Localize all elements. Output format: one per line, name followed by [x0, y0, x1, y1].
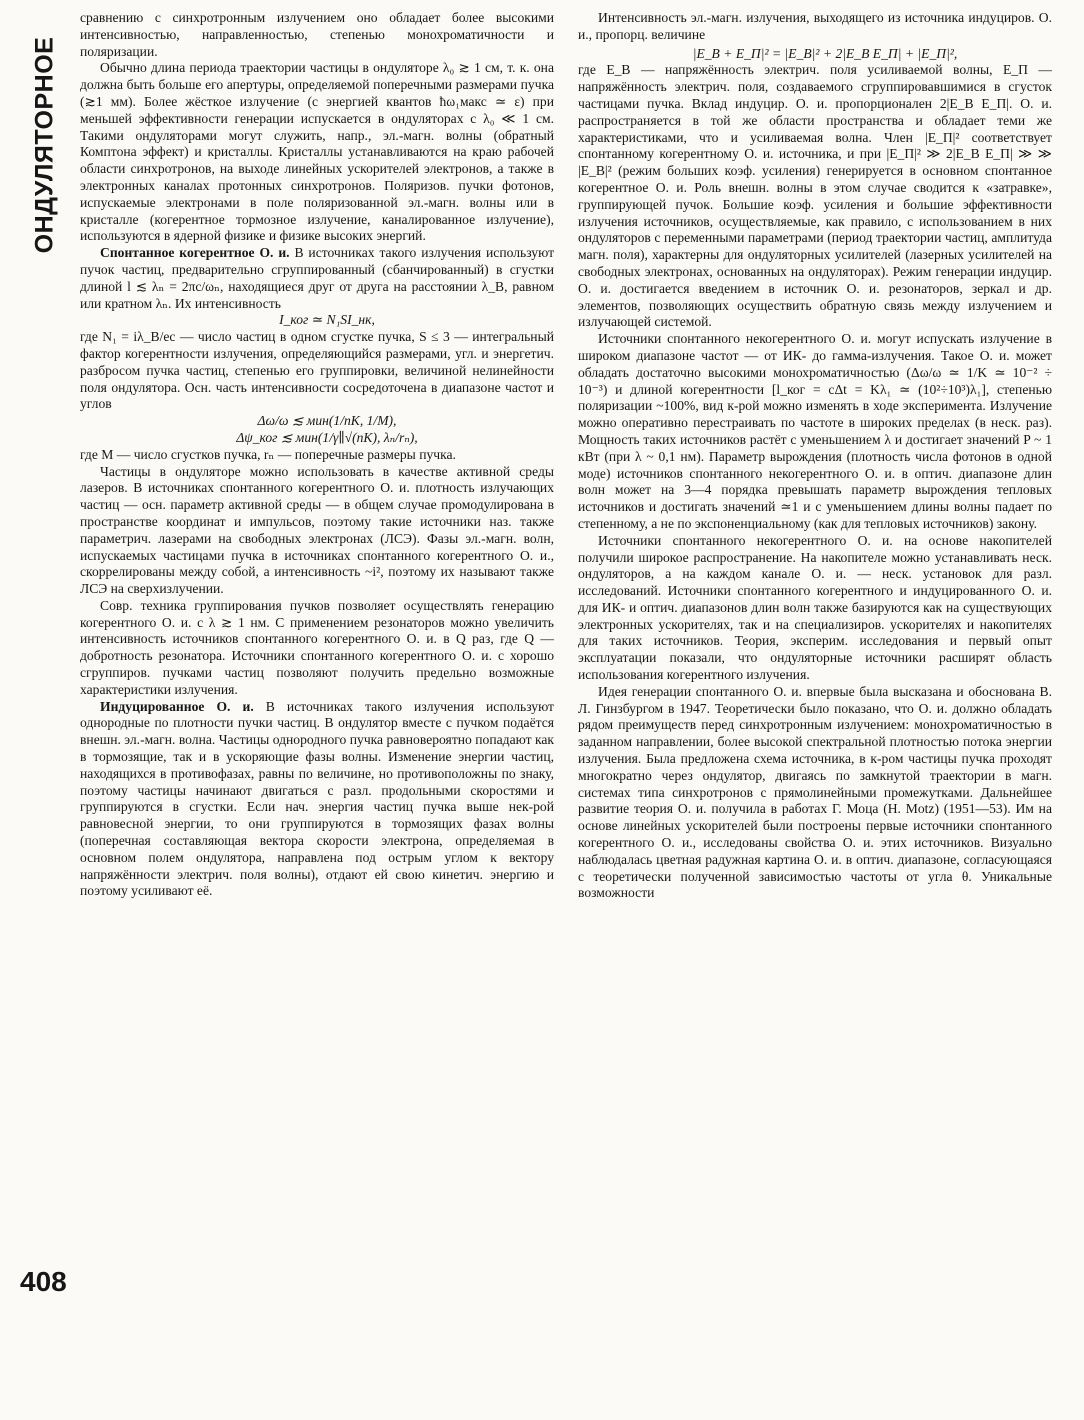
paragraph: Источники спонтанного некогерентного О. и. на основе накопителей получили широкое распространение. На накопителе можно устанавливать неск. ондуляторов, а на каждом канале О. и. — неск. установок для разл. исследований. Источники спонтанного когерентного и индуцированного О. и. для ИК- и оптич. диапазонов длин волн также базируются как на существующих электронных ускорителях, так и на специализиров. ускорителях и накопителях для таких источников. Теория, эксперим. исследования и первый опыт эксплуатации показали, что ондуляторные источники расширят область использования когерентного излучения. [578, 532, 1052, 683]
paragraph: сравнению с синхротронным излучением оно обладает более высокими интенсивностью, направленностью, степенью монохроматичности и поляризации. [80, 10, 554, 59]
running-head [26, 10, 64, 280]
paragraph-text: В источниках такого излучения используют пучок частиц, предварительно сгруппированный (сбанчированный) в сгустки длиной l ≲ λₙ = 2πc/ωₙ, находящиеся друг от друга на расстоянии λ_B, равном или кратном λₙ. Их интенсивность [80, 245, 555, 311]
paragraph: Идея генерации спонтанного О. и. впервые была высказана и обоснована В. Л. Гинзбургом в 1947. Теоретически было показано, что О. и. должно обладать рядом преимуществ перед синхротронным излучением: монохроматичностью в заданном направлении, более высокой спектральной плотностью потока энергии излучения. Была предложена схема источника, в к-ром частицы пучка проходят многократно через ондулятор, двигаясь по замкнутой траектории в магн. системах типа синхротронов с прямолинейными промежутками. Дальнейшее развитие теория О. и. получила в работах Г. Моца (H. Motz) (1951—53). Им на основе линейных ускорителей были построены первые источники спонтанного когерентного О. и., исследованы свойства О. и. этих источников. Визуально наблюдалась цветная радужная картина О. и. в оптич. диапазоне, согласующаяся с теоретически полученной зависимостью частоты от угла θ. Уникальные возможности [578, 683, 1052, 901]
formula: Δψ_ког ≲ мин(1/γ∥√(nK), λₙ/rₙ), [236, 429, 418, 445]
paragraph: где N₁ = iλ_B/ec — число частиц в одном сгустке пучка, S ≤ 3 — интегральный фактор когерентности излучения, определяющийся размерами, угл. и энергетич. разбросом пучка частиц, степенью его группировки, величиной нелинейности поля ондулятора. Осн. часть интенсивности сосредоточена в диапазоне частот и углов [80, 329, 554, 412]
paragraph: Обычно длина периода траектории частицы в ондуляторе λ₀ ≳ 1 см, т. к. она должна быть больше его апертуры, определяемой поперечными размерами пучка (≳1 мм). Более жёсткое излучение (с энергией квантов ħω₁макс ≃ ε) при меньшей эффективности генерации испускается в ондуляторах с λ₀ ≪ 1 см. Такими ондуляторами могут служить, напр., эл.-магн. волны (обратный Комптона эффект) и кристаллы. Кристаллы устанавливаются на краю рабочей области синхротронов, на выходе линейных ускорителей электронов, а также в электронных каналах протонных синхротронов. Поляризов. пучки фотонов, испускаемые электронами в поле поляризованной эл.-магн. волны или в кристалле (когерентное тормозное излучение, каналированное излучение), используются в ядерной физике и физике высоких энергий. [80, 60, 554, 244]
page-number: 408 [20, 1266, 67, 1297]
paragraph: Интенсивность эл.-магн. излучения, выходящего из источника индуциров. О. и., пропорц. величине [578, 10, 1052, 42]
paragraph: где M — число сгустков пучка, rₙ — поперечные размеры пучка. [80, 446, 456, 462]
paragraph [80, 245, 554, 312]
formula: I_ког ≃ N₁SI_нк, [279, 312, 375, 328]
run-in-heading: Спонтанное когерентное О. и. [100, 245, 290, 261]
paragraph: Частицы в ондуляторе можно использовать в качестве активной среды лазеров. В источниках спонтанного когерентного О. и. плотность излучающих частиц — осн. параметр активной среды — в общем случае промодулирована в пространстве координат и импульсов, поэтому такие источники наз. также параметрич. лазерами на свободных электронах (ЛСЭ). Фазы эл.-магн. волн, испускаемых частицами пучка в источниках спонтанного когерентного О. и., скоррелированы между собой, а интенсивность ~i², поэтому их называют также ЛСЭ на сверхизлучении. [80, 463, 554, 597]
right-column [578, 10, 1052, 902]
left-column [80, 10, 554, 900]
paragraph: Источники спонтанного некогерентного О. и. могут испускать излучение в широком диапазоне частот — от ИК- до гамма-излучения. Такое О. и. может обладать достаточно высокими монохроматичностью (Δω/ω ≃ 1/K ≃ 10⁻² ÷ 10⁻³) и длиной когерентности [l_ког = cΔt = Kλ₁ ≃ (10²÷10³)λ₁], степенью поляризации ~100%, вид к-рой можно изменять в ходе эксперимента. Излучение можно оперативно перестраивать по частоте в широких пределах (в неск. раз). Мощность таких источников растёт с уменьшением λ и достигает значений P ~ 1 кВт (при λ ~ 0,1 нм). Параметр вырождения (плотность числа фотонов в одной моде) источников спонтанного некогерентного О. и. в оптич. диапазоне длин волн может на 3—4 порядка превышать параметр вырождения тепловых источников и достигать значений ≃1 и с уменьшением длины волны падает по степенному, а не по экспоненциальному (как для тепловых источников) закону. [578, 331, 1052, 531]
formula: |E_B + E_П|² = |E_B|² + 2|E_B E_П| + |E_П|², [692, 45, 958, 61]
paragraph: где E_B — напряжённость электрич. поля усиливаемой волны, E_П — напряжённость электрич. поля, создаваемого сгруппировавшимися в сгусток частицами пучка. Вклад индуцир. О. и. пропорционален 2|E_B E_П|. О. и. распространяется в той же области пространства и обладает теми же характеристиками, что и усиливаемая волна. Член |E_П|² соответствует спонтанному когерентному О. и. источника, и при |E_П|² ≫ 2|E_B E_П| ≫ ≫ |E_B|² (режим больших коэф. усиления) генерируется в основном спонтанное когерентное О. и. Роль внешн. волны в этом случае сводится к «затравке», группирующей пучок. Большие коэф. усиления и большие эффективности излучения источников, осуществляемые, как правило, с использованием в них ондуляторов с переменными параметрами (период траектории частиц, амплитуда магн. поля), характерны для ондуляторных усилителей (лазерных усилителей на свободных электронах, основанных на ондуляторах). Режим генерации индуцир. О. и. достигается введением в источник О. и. резонаторов, зеркал и др. элементов, позволяющих осуществить обратную связь между излучением и излучающей системой. [578, 62, 1052, 330]
paragraph [80, 699, 554, 901]
running-head-text: ОНДУЛЯТОРНОЕ [30, 36, 59, 254]
run-in-heading: Индуцированное О. и. [100, 698, 254, 714]
paragraph-text: В источниках такого излучения используют однородные по плотности пучки частиц. В ондулятор вместе с пучком подаётся внешн. эл.-магн. волна. Частицы однородного пучка равновероятно попадают как в тормозящие, так и в ускоряющие фазы волны. Изменение энергии частиц, находящихся в противофазах, равны по величине, но противоположны по знаку, поэтому частицы начинают двигаться с разл. продольными скоростями и группируются в сгустки. Если нач. энергия частиц пучка выше нек-рой равновесной энергии, то они группируются в тормозящих фазах волны (поперечная составляющая вектора скорости электрона, определяемая в основном полем ондулятора, направлена под острым углом к вектору напряжённости электрич. поля волны), отдают ей свою кинетич. энергию и поэтому усиливают её. [80, 698, 555, 899]
paragraph: Совр. техника группирования пучков позволяет осуществлять генерацию когерентного О. и. с λ ≳ 1 нм. С применением резонаторов можно увеличить интенсивность источников спонтанного когерентного О. и. в Q раз, где Q — добротность резонатора. Источники спонтанного когерентного О. и. с хорошо сгруппиров. пучками частиц позволяют получить предельно возможные характеристики излучения. [80, 597, 554, 697]
formula: Δω/ω ≲ мин(1/nK, 1/M), [257, 413, 397, 429]
